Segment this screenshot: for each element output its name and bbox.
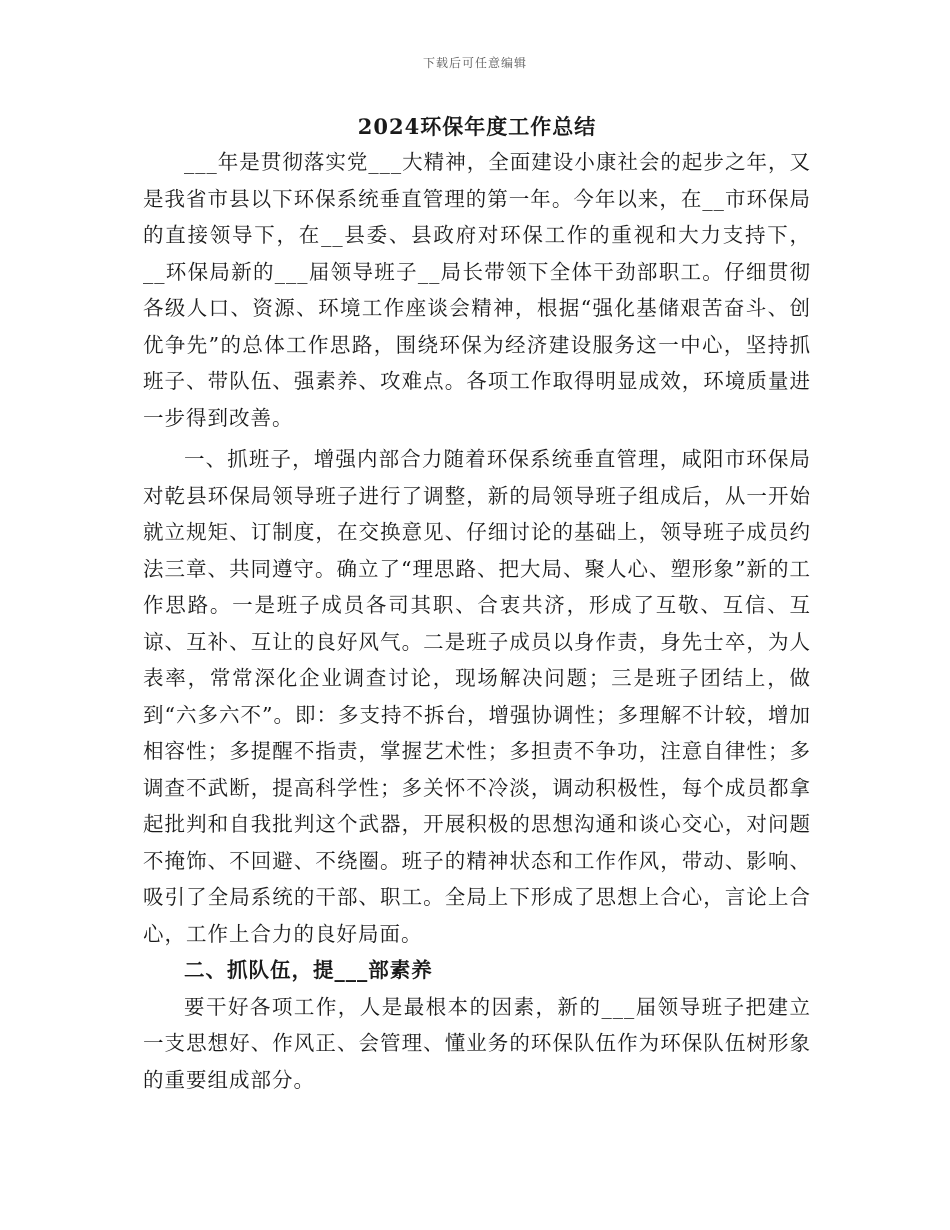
intro-paragraph: ___年是贯彻落实党___大精神，全面建设小康社会的起步之年，又是我省市县以下环保系统垂直管理的第一年。今年以来，在__市环保局的直接领导下，在__县委、县政府对环保工作的重视和大力支持下，__环保局新的___届领导班子__局长带领下全体干劲部职工。仔细贯彻各级人口、资源、环境工作座谈会精神，根据“强化基储艰苦奋斗、创优争先”的总体工作思路，围绕环保为经济建设服务这一中心，坚持抓班子、带队伍、强素养、攻难点。各项工作取得明显成效，环境质量进一步得到改善。 bbox=[143, 150, 811, 430]
section1-paragraph: 一、抓班子，增强内部合力随着环保系统垂直管理，咸阳市环保局对乾县环保局领导班子进行了调整，新的局领导班子组成后，从一开始就立规矩、订制度，在交换意见、仔细讨论的基础上，领导班子成员约法三章、共同遵守。确立了“理思路、把大局、聚人心、塑形象”新的工作思路。一是班子成员各司其职、合衷共济，形成了互敬、互信、互谅、互补、互让的良好风气。二是班子成员以身作责，身先士卒，为人表率，常常深化企业调查讨论，现场解决问题；三是班子团结上，做到“六多六不”。即：多支持不拆台，增强协调性；多理解不计较，增加相容性；多提醒不指责，掌握艺术性；多担责不争功，注意自律性；多调查不武断，提高科学性；多关怀不冷淡，调动积极性，每个成员都拿起批判和自我批判这个武器，开展积极的思想沟通和谈心交心，对问题不掩饰、不回避、不绕圈。班子的精神状态和工作作风，带动、影响、吸引了全局系统的干部、职工。全局上下形成了思想上合心，言论上合心，工作上合力的良好局面。 bbox=[143, 447, 811, 946]
document-page bbox=[143, 110, 811, 1098]
section2-heading: 二、抓队伍，提___部素养 bbox=[184, 958, 433, 982]
section2-paragraph: 要干好各项工作，人是最根本的因素，新的___届领导班子把建立一支思想好、作风正、会管理、懂业务的环保队伍作为环保队伍树形象的重要组成部分。 bbox=[143, 994, 811, 1092]
document-title: 2024环保年度工作总结 bbox=[357, 114, 597, 139]
header-note: 下载后可任意编辑 bbox=[422, 56, 527, 70]
